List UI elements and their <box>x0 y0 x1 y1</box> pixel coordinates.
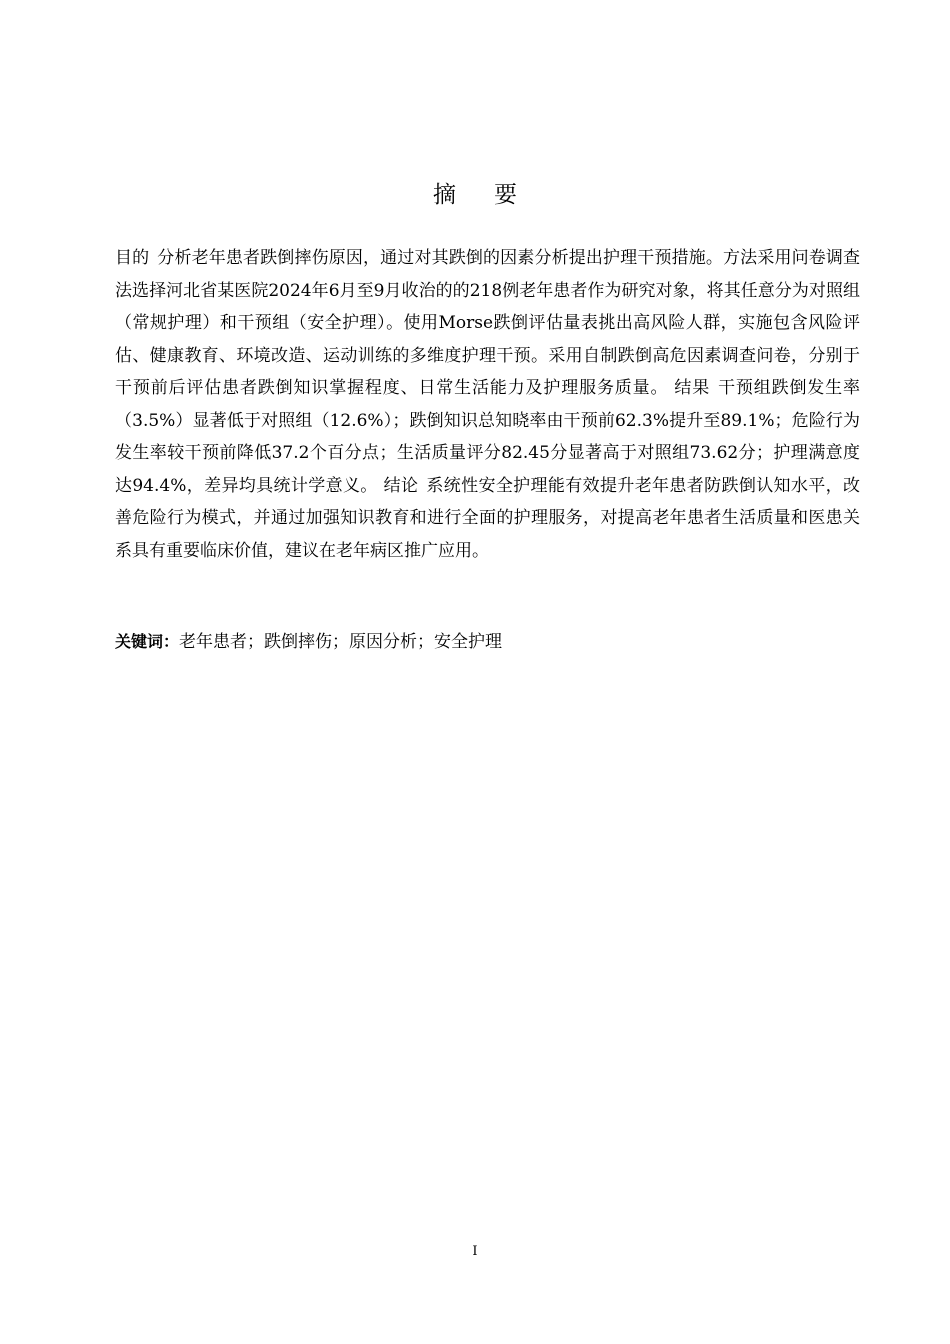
abstract-title: 摘要 <box>433 182 555 208</box>
conclusion-label: 结论 <box>383 475 419 496</box>
keywords-label: 关键词： <box>115 632 180 651</box>
result-text: 干预组跌倒发生率（3.5%）显著低于对照组（12.6%）；跌倒知识总知晓率由干预前62.3%提升至89.1%；危险行为发生率较干预前降低37.2个百分点；生活质量评分82.45分显著高于对照组73.62分；护理满意度达94.4%，差异均具统计学意义。 <box>115 378 861 496</box>
page-number: I <box>472 1244 478 1259</box>
abstract-body <box>115 242 860 567</box>
method-label: 方法 <box>723 248 758 268</box>
conclusion-text: 系统性安全护理能有效提升老年患者防跌倒认知水平，改善危险行为模式，并通过加强知识教育和进行全面的护理服务，对提高老年患者生活质量和医患关系具有重要临床价值，建议在老年病区推广应用。 <box>115 475 860 561</box>
objective-label: 目的 <box>115 248 150 268</box>
keywords-text: 老年患者；跌倒摔伤；原因分析；安全护理 <box>179 632 503 652</box>
keywords-line <box>115 626 860 658</box>
method-text: 采用问卷调查法选择河北省某医院2024年6月至9月收治的的218例老年患者作为研究对象，将其任意分为对照组（常规护理）和干预组（安全护理）。使用Morse跌倒评估量表挑出高风险人群，实施包含风险评估、健康教育、环境改造、运动训练的多维度护理干预。采用自制跌倒高危因素调查问卷，分别于干预前后评估患者跌倒知识掌握程度、日常生活能力及护理服务质量。 <box>115 248 861 398</box>
objective-text: 分析老年患者跌倒摔伤原因，通过对其跌倒的因素分析提出护理干预措施。 <box>157 248 724 268</box>
result-label: 结果 <box>674 378 711 398</box>
